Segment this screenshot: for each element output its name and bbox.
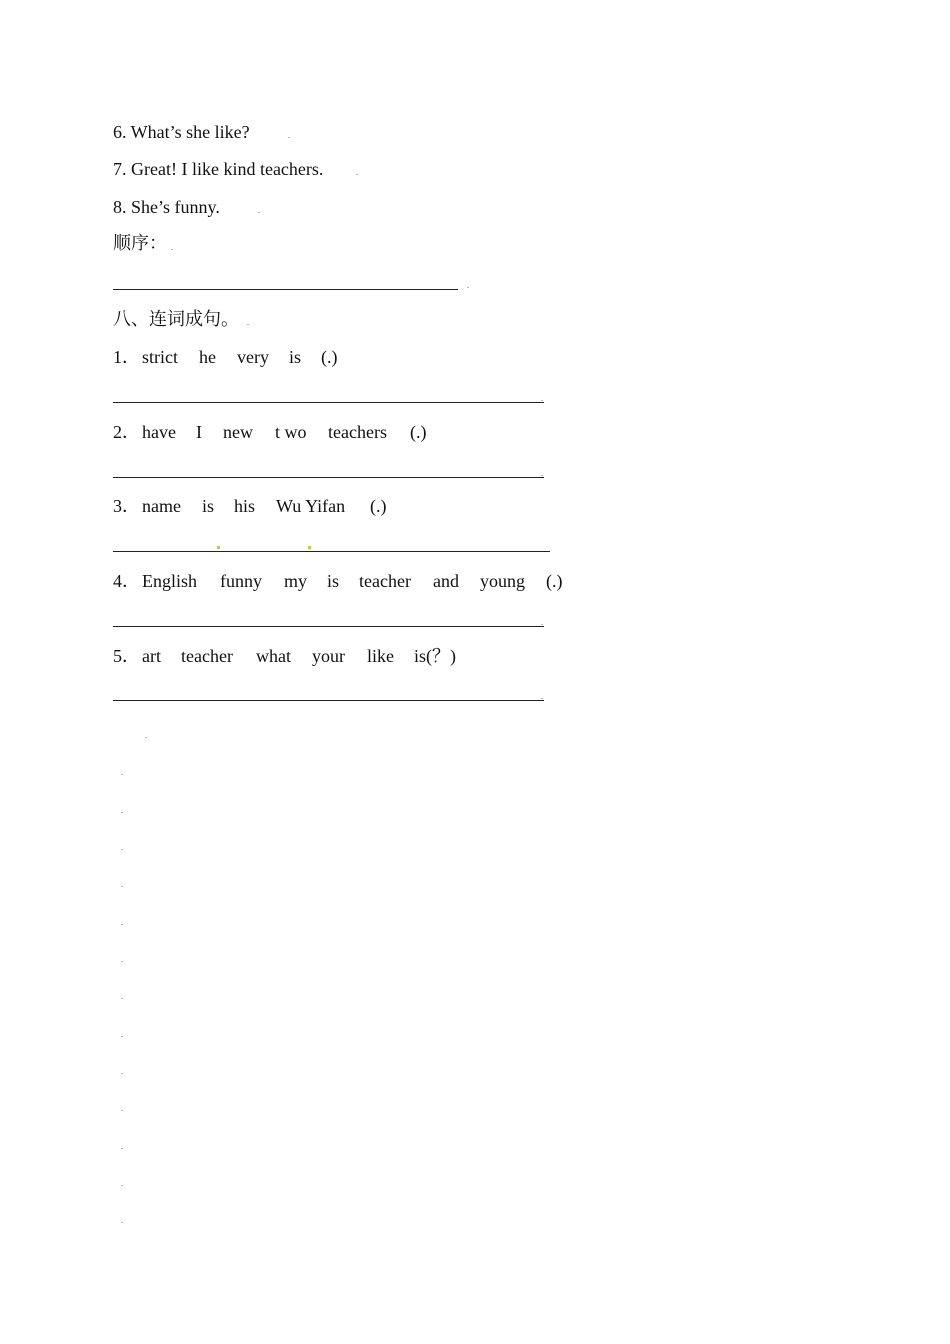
punctuation: (.) [321, 347, 338, 367]
punctuation: (.) [546, 571, 563, 591]
answer-line-4 [113, 626, 544, 627]
paragraph-mark [121, 1073, 123, 1074]
question-number: 4． [113, 571, 140, 591]
word: strict [142, 347, 178, 367]
word: my [284, 571, 308, 591]
word: very [237, 347, 269, 367]
question-number: 5． [113, 646, 140, 666]
word: your [312, 646, 345, 666]
punctuation: (.) [410, 422, 427, 442]
answer-line-5 [113, 700, 544, 701]
answer-line-2 [113, 477, 544, 478]
word: his [234, 496, 256, 516]
paragraph-mark [121, 812, 123, 813]
word: he [199, 347, 216, 367]
question-number: 1． [113, 347, 140, 367]
paragraph-mark [121, 886, 123, 887]
paragraph-mark [121, 1185, 123, 1186]
word: t wo [275, 422, 307, 442]
punctuation: is(？) [414, 646, 456, 666]
paragraph-mark [145, 737, 147, 738]
order-item-6: 6. What’s she like? [113, 122, 250, 142]
paragraph-mark [541, 624, 543, 625]
word: teacher [181, 646, 233, 666]
paragraph-mark [467, 287, 469, 288]
paragraph-mark [171, 249, 173, 250]
word: and [433, 571, 459, 591]
paragraph-mark [121, 1222, 123, 1223]
question-number: 2． [113, 422, 140, 442]
word: is [289, 347, 302, 367]
word: is [202, 496, 215, 516]
paragraph-mark [121, 1036, 123, 1037]
paragraph-mark [541, 400, 543, 401]
order-label: 顺序： [113, 233, 167, 253]
punctuation: (.) [370, 496, 387, 516]
word: funny [220, 571, 262, 591]
word: new [223, 422, 253, 442]
paragraph-mark [356, 174, 358, 175]
paragraph-mark [121, 774, 123, 775]
paragraph-mark [121, 998, 123, 999]
paragraph-mark [121, 849, 123, 850]
word: teachers [328, 422, 387, 442]
paragraph-mark [121, 961, 123, 962]
green-mark [217, 546, 220, 549]
green-mark [308, 546, 311, 549]
paragraph-mark [541, 475, 543, 476]
paragraph-mark [288, 137, 290, 138]
word: Wu Yifan [276, 496, 346, 516]
paragraph-mark [541, 698, 543, 699]
word: English [142, 571, 198, 591]
word: is [327, 571, 340, 591]
order-item-7: 7. Great! I like kind teachers. [113, 159, 324, 179]
word: what [256, 646, 291, 666]
section-title: 八、连词成句。 [113, 309, 239, 329]
order-item-8: 8. She’s funny. [113, 197, 220, 217]
word: like [367, 646, 394, 666]
answer-line-3 [113, 551, 550, 552]
question-number: 3． [113, 496, 140, 516]
paragraph-mark [121, 1110, 123, 1111]
word: young [480, 571, 525, 591]
word: have [142, 422, 176, 442]
paragraph-mark [258, 212, 260, 213]
answer-line-1 [113, 402, 544, 403]
word: I [196, 422, 202, 442]
paragraph-mark [121, 1148, 123, 1149]
word: teacher [359, 571, 411, 591]
paragraph-mark [247, 324, 249, 325]
order-answer-line [113, 289, 458, 290]
word: name [142, 496, 181, 516]
paragraph-mark [121, 924, 123, 925]
word: art [142, 646, 161, 666]
